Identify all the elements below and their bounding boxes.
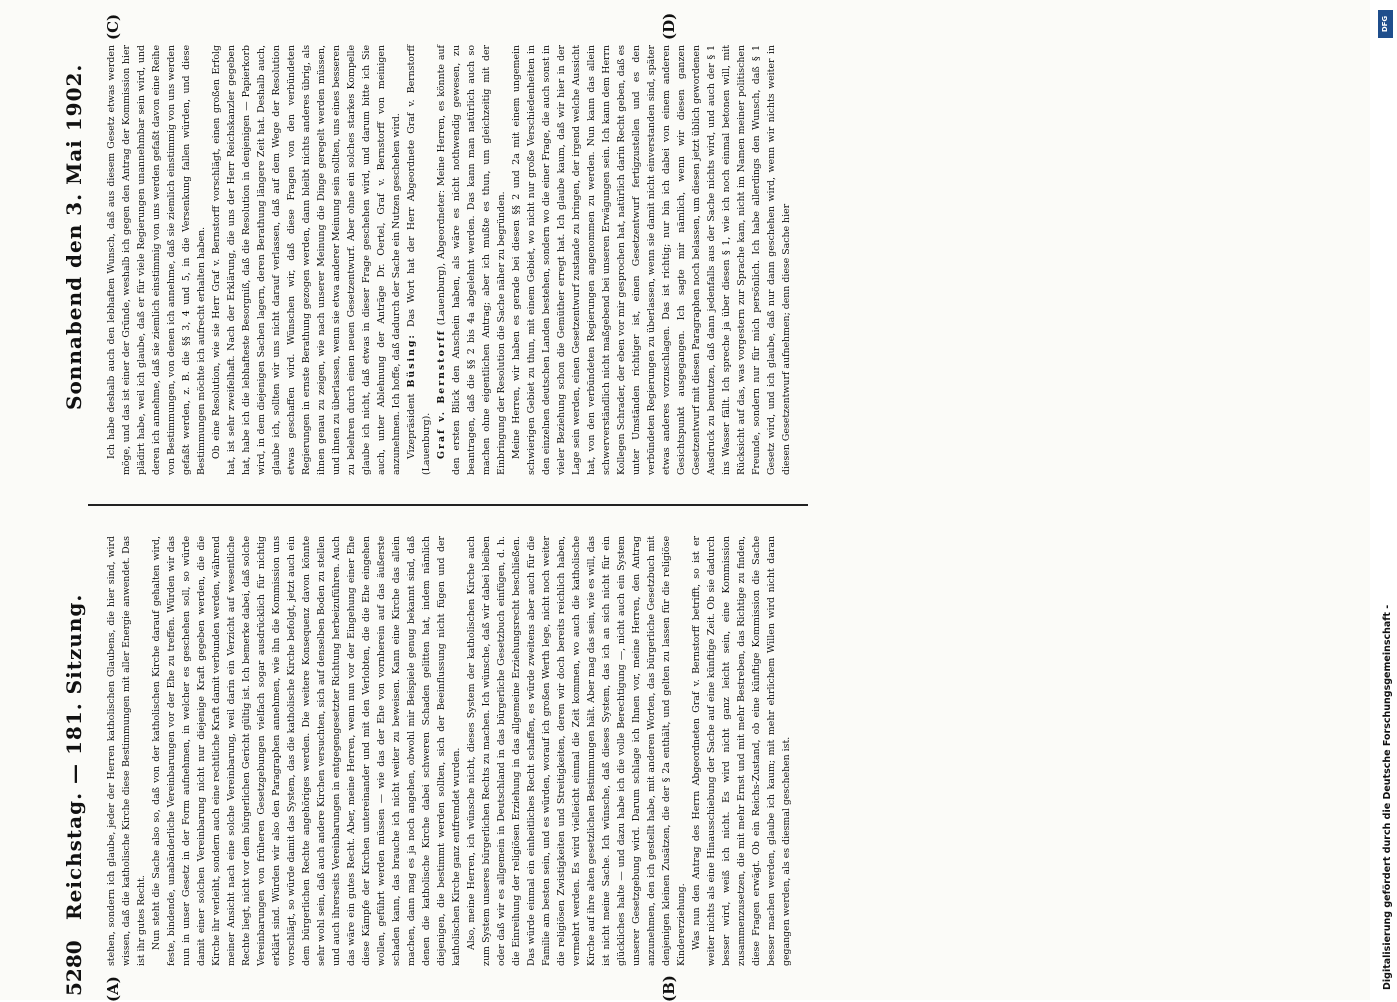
paragraph: Nun steht die Sache also so, daß von der katholischen Kirche darauf gehalten wird, feste, bindende, unabänderliche Vereinbarungen vor der Ehe zu treffen. Würden wir das nun in unser Gesetz in der Form aufnehmen, in welcher es geschehen soll, so würde damit einer solchen Vereinbarung nicht nur diejenige Kraft gegeben werden, die die Kirche ihr verleiht, sondern auch eine rechtliche Kraft damit verbunden werden, während meiner Ansicht nach eine solche Vereinbarung, weil darin ein Verzicht auf wesentliche Rechte liegt, nicht vor dem bürgerlichen Gericht gültig ist. Ich bemerke dabei, daß solche Vereinbarungen von früheren Gesetzgebungen vielfach sogar ausdrücklich für nichtig erklärt sind. Würden wir also den Paragraphen annehmen, wie ihn die Kommission uns vorschlägt, so würde damit das System, das die katholische Kirche befolgt, jetzt auch ein dem bürgerlichen Rechte angehöriges werden. Die weitere Konsequenz davon könnte sehr wohl sein, daß auch andere Kirchen versuchten, sich auf denselben Boden zu stellen und auch ihrerseits Vereinbarungen in entgegengesetzter Richtung herbeizuführen. Auch das wäre ein gutes Recht. Aber, meine Herren, wenn nun vor der Eingehung einer Ehe diese Kämpfe der Kirchen untereinander und mit den Verlobten, die die Ehe eingehen wollen, geführt werden müssen — wie das der Ehe von vornherein auf das äußerste schaden kann, das brauche ich nicht weiter zu beweisen. Kann eine Kirche das allein machen, dann mag es ja noch angehen, obwohl mir Beispiele genug bekannt sind, daß denen die katholische Kirche dabei schweren Schaden gelitten hat, indem nämlich diejenigen, die bestimmt werden sollten, sich der Beeinflussung nicht fügen und der katholischen Kirche ganz entfremdet wurden. xyxy=(151,536,462,966)
text-column-left xyxy=(104,536,804,992)
paragraph xyxy=(404,45,434,475)
paragraph xyxy=(434,45,509,475)
digitization-credit: Digitalisierung gefördert durch die Deutsche Forschungsgemeinschaft - xyxy=(1382,604,1393,990)
margin-letter-d: (D) xyxy=(660,12,678,40)
page-header xyxy=(62,0,96,1000)
paragraph: stehen, sondern ich glaube, jeder der Herren katholischen Glaubens, die hier sind, wird wissen, daß die katholische Kirche diese Bestimmungen mit aller Energie anwendet. Das ist ihr gutes Recht. xyxy=(106,536,147,966)
margin-letter-c: (C) xyxy=(104,13,122,40)
speaker-name: Graf v. Bernstorff xyxy=(436,329,447,459)
paragraph: Was nun den Antrag des Herrn Abgeordneten Graf v. Bernstorff betrifft, so ist er weiter nichts als eine Hinausschiebung der Sache auf eine künftige Zeit. Ob sie dadurch besser wird, weiß ich nicht. Es wird nicht ganz leicht sein, eine Kommission zusammenzusetzen, die mit mehr Ernst und mit mehr Bestreben, das Richtige zu finden, diese Fragen erwägt. Ob ein Reichs-Zustand, ob eine künftige Kommission die Sache besser machen werden, glaube ich kaum; mit mehr ehrlichem Willen wird nicht daran gegangen werden, als es diesmal geschehen ist. xyxy=(691,536,792,966)
paragraph: Meine Herren, wir haben es gerade bei diesen §§ 2 und 2a mit einem ungemein schwierigen Gebiet zu thun, mit einem Gebiet, wo nicht nur große Verschiedenheiten in den einzelnen deutschen Landen bestehen, sondern wo die einer Frage, die auch sonst in vieler Beziehung schon die Gemüther erregt hat. Ich glaube kaum, daß wir hier in der Lage sein werden, einen Gesetzentwurf zustande zu bringen, der irgend welche Aussicht hat, von den verbündeten Regierungen angenommen zu werden. Nun kann das allein schwerverständlich nicht maßgebend bei unseren Erwägungen sein. Ich kann dem Herrn Kollegen Schrader, der eben vor mir gesprochen hat, natürlich darin Recht geben, daß es unter Umständen richtiger ist, einen Gesetzentwurf fertigzustellen und es den verbündeten Regierungen zu überlassen, wenn sie damit nicht einverstanden sind, später etwas anderes vorzuschlagen. Das ist richtig; nur bin ich dabei von einem anderen Gesichtspunkt ausgegangen. Ich sagte mir nämlich, wenn wir diesen ganzen Gesetzentwurf mit diesen Paragraphen noch belassen, um diesen jetzt üblich gewordenen Ausdruck zu benutzen, daß dann jedenfalls aus der Sache nichts wird, und auch der § 1 ins Wasser fällt. Ich spreche ja über diesen § 1, wie ich noch einmal betonen will, mit Rücksicht auf das, was vorgestern zur Sprache kam, nicht im Namen meiner politischen Freunde, sondern nur für mich persönlich. Ich habe allerdings den Wunsch, daß § 1 Gesetz wird, und ich glaube, daß nur dann geschehen wird, wenn wir nichts weiter in diesen Gesetzentwurf aufnehmen; denn diese Sache hier xyxy=(511,45,792,475)
speaker-title: Vizepräsident xyxy=(406,393,417,459)
column-divider xyxy=(88,504,808,506)
speaker-text: (Lauenburg), Abgeordneter: Meine Herren, es könnte auf den ersten Blick den Anschein haben, als wäre es nicht nothwendig gewesen, zu beantragen, daß die §§ 2 bis 4a abgelehnt werden. Das kann man natürlich auch so machen ohne eigentlichen Antrag; aber ich mußte es thun, um gleichzeitig mit der Einbringung der Resolution die Sache näher zu begründen. xyxy=(436,45,507,475)
paragraph: Ich habe deshalb auch den lebhaften Wunsch, daß aus diesem Gesetz etwas werden möge, und das ist einer der Gründe, weshalb ich gegen den Antrag der Kommission hier plädirt habe, weil ich glaube, daß er für viele Regierungen unannehmbar sein wird, und deren ich annehme, daß sie ziemlich einstimmig von uns werden gefaßt davon eine Reihe von Bestimmungen, von denen ich annehme, daß sie ziemlich einstimmig von uns werden gefaßt werden, z. B. die §§ 3, 4 und 5, in die Versenkung fallen würden, und diese Bestimmungen möchte ich aufrecht erhalten haben. xyxy=(106,45,207,475)
margin-letter-a: (A) xyxy=(104,976,122,1002)
page-number: 5280 xyxy=(62,940,86,996)
paragraph: Ob eine Resolution, wie sie Herr Graf v. Bernstorff vorschlägt, einen großen Erfolg hat, ist sehr zweifelhaft. Nach der Erklärung, die uns der Herr Reichskanzler gegeben hat, habe ich die lebhafteste Besorgniß, daß die Resolution in denjenigen — Papierkorb wird, in dem diejenigen Sachen lagern, deren Berathung längere Zeit hat. Deshalb auch, glaube ich, sollten wir uns nicht darauf verlassen, daß auf dem Wege der Resolution etwas geschaffen wird. Wünschen wir, daß diese Fragen von den verbündeten Regierungen in ernste Berathung gezogen werden, dann bleibt nichts anderes übrig, als ihnen genau zu zeigen, wie nach unserer Meinung die Dinge geregelt werden müssen, und ihnen zu überlassen, wenn sie etwa anderer Meinung sein sollten, uns eines besseren zu belehren durch einen neuen Gesetzentwurf. Aber ohne ein solches starkes Kompelle glaube ich nicht, daß etwas in dieser Frage geschehen wird, und darum bitte ich Sie auch, unter Ablehnung der Anträge Dr. Oertel, Graf v. Bernstorff von meinigen anzunehmen. Ich hoffe, daß dadurch der Sache ein Nutzen geschehen wird. xyxy=(211,45,402,475)
header-right-title: Sonnabend den 3. Mai 1902. xyxy=(62,63,86,410)
dfg-logo: DFG xyxy=(1378,10,1393,38)
margin-letter-b: (B) xyxy=(660,975,678,1002)
paragraph: Also, meine Herren, ich wünsche nicht, dieses System der katholischen Kirche auch zum System unseres bürgerlichen Rechts zu machen. Ich wünsche, daß wir dabei bleiben oder daß wir es allgemein in Deutschland in das bürgerliche Gesetzbuch einfügen, d. h. die Einreihung der religiösen Erziehung in das allgemeine Erziehungsrecht beschließen. Das würde einmal ein einheitliches Recht schaffen, es würde zweitens aber auch für die Familie am besten sein, und es würden, worauf ich großen Werth lege, nicht noch weiter die religiösen Zwistigkeiten und Streitigkeiten, deren wir doch bereits reichlich haben, vermehrt werden. Es wird vielleicht einmal die Zeit kommen, wo auch die katholische Kirche auf ihre alten gesetzlichen Bestimmungen hält. Aber mag das sein, wie es will, das ist nicht meine Sache. Ich wünsche, daß dieses System, das ich an sich nicht für ein glückliches halte — und dazu habe ich die volle Berechtigung —, nicht auch ein System unserer Gesetzgebung wird. Darum schlage ich Ihnen vor, meine Herren, den Antrag anzunehmen, den ich gestellt habe, mit anderen Worten, das bürgerliche Gesetzbuch mit denjenigen kleinen Zusätzen, die der § 2a enthält, und gelten zu lassen für die religiöse Kindererziehung. xyxy=(466,536,687,966)
header-left-title: Reichstag. — 181. Sitzung. xyxy=(62,593,86,920)
speaker-name: Büsing: xyxy=(406,333,417,388)
text-column-right xyxy=(104,45,804,475)
speaker-text: Das Wort hat der Herr Abgeordnete Graf v. Bernstorff (Lauenburg). xyxy=(406,44,432,475)
